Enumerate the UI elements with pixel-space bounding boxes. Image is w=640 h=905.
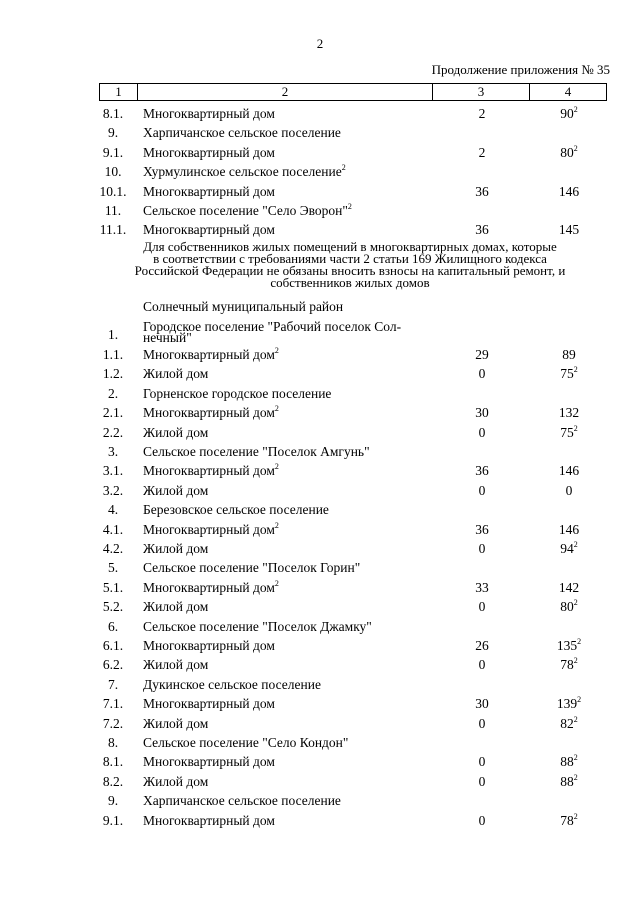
row-value-4: [527, 104, 611, 123]
row-name: [143, 481, 208, 500]
row-number: 9.1.: [102, 144, 124, 160]
value-footnote: 2: [573, 656, 578, 666]
section-heading-line: Для собственников жилых помещений в многоквартирных домах, которые: [143, 239, 557, 254]
row-number: 4.1.: [102, 521, 124, 537]
row-name: [143, 617, 372, 636]
row-number: 7.2.: [102, 715, 124, 731]
table-row: [0, 597, 640, 616]
row-name: [143, 772, 208, 791]
row-name-text: Хурмулинское сельское поселение: [143, 164, 342, 180]
row-name-text: Сельское поселение "Поселок Джамку": [143, 618, 372, 634]
value-footnote: 2: [573, 772, 578, 782]
row-number: 2.2.: [102, 424, 124, 440]
row-value-4: [527, 655, 611, 674]
value-footnote: 2: [577, 637, 582, 646]
name-footnote: 2: [347, 202, 352, 211]
row-name-text: Горненское городское поселение: [143, 385, 332, 401]
row-number: 4.2.: [102, 541, 124, 556]
row-number: 1.1.: [102, 347, 124, 362]
name-footnote: 2: [274, 346, 279, 355]
row-number: 6.2.: [102, 657, 124, 673]
row-name: [143, 558, 360, 577]
name-footnote: 2: [274, 578, 279, 588]
row-name: [143, 403, 279, 422]
row-value-3: 0: [478, 812, 486, 828]
value-footnote: 2: [573, 540, 578, 549]
table-row: [0, 201, 640, 220]
row-name-text: Сельское поселение "Село Кондон": [143, 735, 349, 750]
table-row: [0, 714, 640, 733]
row-number: 1.2.: [102, 366, 124, 382]
row-value-4-text: 75: [560, 366, 574, 382]
row-number: 5.: [107, 560, 119, 576]
row-number: 9.: [107, 793, 119, 809]
table-row: [0, 636, 640, 655]
table-row: [0, 104, 640, 123]
row-value-3: 36: [475, 183, 489, 199]
table-row: [0, 520, 640, 539]
row-number: 8.2.: [102, 773, 124, 789]
row-name: [143, 201, 352, 220]
name-footnote: 2: [274, 404, 279, 414]
table-row: [0, 403, 640, 422]
row-name-text: Многоквартирный дом: [143, 222, 275, 238]
table-row: [0, 162, 640, 181]
value-footnote: 2: [573, 811, 578, 821]
row-value-3: 30: [475, 696, 489, 712]
row-name-text: Многоквартирный дом: [143, 696, 275, 712]
header-col-4: 4: [564, 84, 572, 99]
section-heading: [90, 241, 610, 289]
table-row: [0, 539, 640, 558]
row-name: [143, 123, 341, 142]
row-number: 2.1.: [102, 405, 124, 421]
row-value-4: [527, 403, 611, 422]
row-name-text: Жилой дом: [143, 541, 209, 556]
row-value-3: 29: [475, 347, 489, 362]
row-value-4-text: 146: [558, 521, 580, 537]
section-heading-line: собственников жилых домов: [270, 275, 430, 290]
row-value-4: [527, 597, 611, 616]
row-value-4-text: 75: [560, 424, 574, 440]
name-footnote: 2: [274, 462, 279, 472]
table-row: [0, 384, 640, 403]
row-name-text: Многоквартирный дом: [143, 754, 275, 770]
row-name-text: Жилой дом: [143, 773, 209, 789]
row-name: [143, 675, 321, 694]
row-number: 11.: [104, 203, 122, 218]
row-number: 6.: [107, 618, 119, 634]
page-number: 2: [316, 36, 324, 51]
row-number: 5.2.: [102, 599, 124, 615]
row-value-3: 0: [478, 599, 486, 615]
row-name: [143, 162, 346, 181]
row-number: 7.1.: [102, 696, 124, 712]
row-value-3: 0: [478, 754, 486, 770]
row-number: 8.: [107, 735, 119, 750]
row-name-text: Сельское поселение "Поселок Горин": [143, 560, 361, 576]
row-name-text: Многоквартирный дом: [143, 579, 275, 595]
row-value-4: [527, 220, 611, 239]
row-number: 8.1.: [102, 106, 124, 121]
row-number: 10.1.: [99, 183, 127, 199]
table-row: [0, 811, 640, 830]
row-value-4-text: 132: [558, 405, 580, 421]
row-number: 8.1.: [102, 754, 124, 770]
row-value-4-text: 80: [560, 599, 574, 615]
row-name-text: Сельское поселение "Поселок Амгунь": [143, 444, 370, 459]
table-row: [0, 617, 640, 636]
row-number: 2.: [107, 385, 119, 401]
row-value-4-text: 94: [560, 541, 574, 556]
row-value-3: 36: [475, 463, 489, 479]
district-title: Солнечный муниципальный район: [143, 299, 344, 314]
row-value-4: [527, 345, 611, 364]
row-name-line: Городское поселение "Рабочий поселок Сол-: [143, 319, 402, 334]
table-row: [0, 675, 640, 694]
row-value-4: [527, 182, 611, 201]
row-name-text: Жилой дом: [143, 599, 209, 615]
row-value-4: [527, 578, 611, 597]
row-value-3: 36: [475, 222, 489, 238]
value-footnote: 2: [573, 105, 578, 114]
row-value-3: 0: [478, 715, 486, 731]
row-value-4: [527, 364, 611, 383]
row-value-3: 0: [478, 773, 486, 789]
table-row: [0, 423, 640, 442]
row-value-4-text: 0: [565, 482, 573, 498]
row-value-4-text: 89: [562, 347, 576, 362]
row-name: [143, 694, 275, 713]
row-name: [143, 578, 279, 597]
value-footnote: 2: [573, 143, 578, 153]
row-number: 3.: [107, 444, 119, 459]
value-footnote: 2: [573, 753, 578, 763]
row-number: 6.1.: [102, 638, 124, 653]
table-row: [0, 500, 640, 519]
table-row: [0, 752, 640, 771]
row-name: [143, 714, 208, 733]
row-value-3: 2: [478, 144, 486, 160]
table-row: [0, 220, 640, 239]
row-name-text: Многоквартирный дом: [143, 638, 275, 653]
row-value-4-text: 88: [560, 754, 574, 770]
row-name-text: Жилой дом: [143, 657, 209, 673]
row-name: [143, 752, 275, 771]
header-col-2: 2: [138, 84, 433, 100]
row-value-4: [527, 481, 611, 500]
table-row: [0, 733, 640, 752]
row-name: [143, 500, 329, 519]
row-value-4: [527, 752, 611, 771]
row-number: 11.1.: [99, 222, 127, 238]
name-footnote: 2: [341, 163, 346, 173]
row-number: 3.2.: [102, 482, 124, 498]
section-heading-line: Российской Федерации не обязаны вносить взносы на капитальный ремонт, и: [134, 263, 566, 278]
row-value-3: 0: [478, 482, 486, 498]
table-row: [0, 461, 640, 480]
row-value-4: [527, 539, 611, 558]
row-name: [143, 345, 279, 364]
name-footnote: 2: [274, 520, 279, 530]
row-number: 3.1.: [102, 463, 124, 479]
row-name: [143, 104, 275, 123]
row-value-4-text: 146: [558, 183, 580, 199]
row-name-text: Харпичанское сельское поселение: [143, 125, 341, 141]
row-name: [143, 384, 331, 403]
value-footnote: 2: [573, 714, 578, 724]
row-value-4-text: 135: [556, 638, 578, 653]
table-row: [0, 143, 640, 162]
row-name-text: Многоквартирный дом: [143, 521, 275, 537]
row-number: 9.1.: [102, 812, 124, 828]
row-value-3: 0: [478, 424, 486, 440]
row-value-4: [527, 461, 611, 480]
row-name: [143, 539, 208, 558]
value-footnote: 2: [577, 695, 582, 705]
row-name: [143, 520, 279, 539]
table-row: [0, 655, 640, 674]
table-row: [0, 123, 640, 142]
row-name-text: Многоквартирный дом: [143, 812, 275, 828]
row-value-4-text: 145: [558, 222, 580, 238]
value-footnote: 2: [573, 423, 578, 433]
row-name-text: Многоквартирный дом: [143, 347, 275, 362]
row-name-text: Сельское поселение "Село Эворон": [143, 203, 348, 218]
row-name: [143, 655, 208, 674]
row-value-4: [527, 714, 611, 733]
row-name-text: Харпичанское сельское поселение: [143, 793, 341, 809]
row-name-line: нечный": [143, 330, 192, 345]
table-row: [0, 364, 640, 383]
row-value-3: 0: [478, 366, 486, 382]
table-row: [0, 481, 640, 500]
header-col-1: 1: [100, 84, 138, 100]
row-name: [143, 423, 208, 442]
row-value-4-text: 78: [560, 812, 574, 828]
row-name: [143, 597, 208, 616]
row-name-text: Многоквартирный дом: [143, 144, 275, 160]
row-number: 9.: [107, 125, 119, 141]
table-row: [0, 578, 640, 597]
table-row: [0, 442, 640, 461]
row-name-text: Многоквартирный дом: [143, 463, 275, 479]
row-value-4: [527, 772, 611, 791]
value-footnote: 2: [573, 365, 578, 375]
row-number: 7.: [107, 676, 119, 692]
row-name-text: Многоквартирный дом: [143, 405, 275, 421]
row-name: [143, 791, 341, 810]
table-row: [0, 772, 640, 791]
row-value-4-text: 88: [560, 773, 574, 789]
row-name: [143, 636, 275, 655]
row-value-4: [527, 520, 611, 539]
row-value-4-text: 142: [558, 579, 580, 595]
row-value-4-text: 90: [560, 106, 574, 121]
row-name-text: Березовское сельское поселение: [143, 502, 329, 518]
header-col-3: 3: [433, 84, 530, 100]
continuation-label: Продолжение приложения № 35: [431, 62, 610, 77]
row-name-text: Жилой дом: [143, 715, 209, 731]
row-value-3: 30: [475, 405, 489, 421]
row-value-4-text: 80: [560, 144, 574, 160]
row-name-text: Жилой дом: [143, 366, 209, 382]
row-name-text: Жилой дом: [143, 482, 209, 498]
row-name: [143, 442, 370, 461]
value-footnote: 2: [573, 598, 578, 608]
row-name-text: Многоквартирный дом: [143, 106, 275, 121]
row-name: [143, 143, 275, 162]
row-value-4: [527, 694, 611, 713]
row-value-4: [527, 636, 611, 655]
row-number: 1.: [107, 327, 119, 342]
row-value-3: 0: [478, 541, 486, 556]
row-name: [143, 733, 348, 752]
row-name-text: Многоквартирный дом: [143, 183, 275, 199]
row-name-text: Жилой дом: [143, 424, 209, 440]
row-value-3: 2: [478, 106, 486, 121]
section-heading-line: в соответствии с требованиями части 2 статьи 169 Жилищного кодекса: [153, 251, 547, 266]
row-value-3: 33: [475, 579, 489, 595]
table-row: [0, 182, 640, 201]
table-row: [0, 345, 640, 364]
table-row: [0, 791, 640, 810]
row-value-4-text: 146: [558, 463, 580, 479]
row-name: [143, 811, 275, 830]
row-value-3: 26: [475, 638, 489, 653]
row-value-4: [527, 811, 611, 830]
row-name: [143, 364, 208, 383]
row-number: 5.1.: [102, 579, 124, 595]
row-number: 10.: [104, 164, 122, 180]
row-value-4-text: 78: [560, 657, 574, 673]
row-value-4-text: 82: [560, 715, 574, 731]
row-name-wrapped: [143, 321, 433, 343]
row-name-text: Дукинское сельское поселение: [143, 676, 321, 692]
row-number: 4.: [107, 502, 119, 518]
row-name: [143, 461, 279, 480]
row-name: [143, 182, 275, 201]
row-value-4: [527, 423, 611, 442]
table-header: [99, 83, 607, 101]
row-value-3: 0: [478, 657, 486, 673]
row-value-4-text: 139: [556, 696, 578, 712]
row-value-3: 36: [475, 521, 489, 537]
row-name: [143, 220, 275, 239]
row-value-4: [527, 143, 611, 162]
table-row: [0, 558, 640, 577]
table-row: [0, 694, 640, 713]
